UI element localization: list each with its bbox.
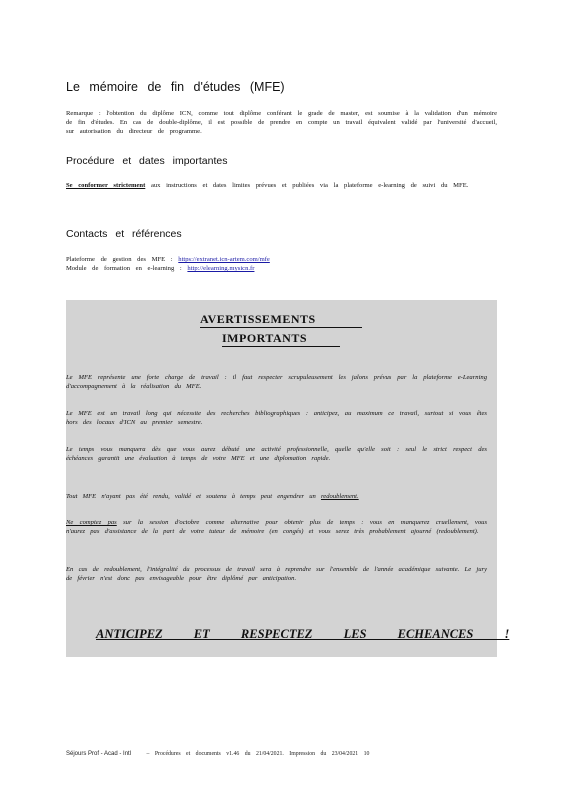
warning-p5-emphasis: Ne comptez pas [66,519,117,526]
platform-link[interactable]: https://extranet.icn-artem.com/mfe [178,256,270,263]
warning-paragraph-6: En cas de redoublement, l'intégralité du processus de travail sera à reprendre sur l'ensemble de l'année académique suivante. Le jury de février n'est donc pas envisageable pour être diplômé par anticipation. [66,566,487,583]
contacts-title: Contacts et références [66,228,182,240]
warning-paragraph-5 [66,518,487,537]
contacts-list [66,255,497,273]
footer-text: – Procédures et documents v1.46 du 21/04/2021. Impression du 23/04/2021 10 [146,751,370,757]
warning-paragraph-2: Le MFE est un travail long qui nécessite des recherches bibliographiques : anticipez, au maximum ce travail, surtout si vous êtes hors des locaux d'ICN au premier semestre. [66,410,487,427]
mfe-title: Le mémoire de fin d'études (MFE) [66,80,285,94]
contact-platform [66,255,497,264]
warning-p4-text: Tout MFE n'ayant pas été rendu, validé et soutenu à temps peut engendrer un [66,493,316,500]
contact-module [66,264,497,273]
procedure-rest: aux instructions et dates limites prévues et publiées via la plateforme e-learning de suivi du MFE. [150,182,469,189]
contact-module-label: Module de formation en e-learning : [66,265,182,272]
warning-title-line1: AVERTISSEMENTS [200,312,362,328]
warning-p5-text: sur la session d'octobre comme alternative pour obtenir plus de temps : vous en manquerez cruellement, vous n'aurez pas d'assistance de la part de votre tuteur de mémoire (en congés) et vous serez très probablement ajourné (redoublement). [66,519,488,536]
procedure-emphasis: Se conformer strictement [66,182,146,189]
page-footer [66,751,369,757]
warning-call-to-action: ANTICIPEZ ET RESPECTEZ LES ECHEANCES ! [96,627,510,641]
contact-platform-label: Plateforme de gestion des MFE : [66,256,173,263]
warning-title-line2: IMPORTANTS [222,331,340,347]
warning-box [66,300,497,657]
mfe-remark: Remarque : l'obtention du diplôme ICN, comme tout diplôme conférant le grade de master, est soumise à la validation d'un mémoire de fin d'études. En cas de double-diplôme, il est possible de prendre en compte un travail équivalent validé par l'université d'accueil, sur autorisation du directeur de programme. [66,110,497,135]
warning-p4-emphasis: redoublement. [320,493,359,500]
procedure-text [66,181,497,190]
warning-paragraph-4 [66,492,487,501]
procedure-title: Procédure et dates importantes [66,155,228,167]
footer-brand: Séjours Prof - Acad - Intl [66,751,132,757]
warning-paragraph-3: Le temps vous manquera dès que vous aurez débuté une activité professionnelle, quelle qu'elle soit : seul le strict respect des échéances garantit une évaluation à temps de votre MFE et une diplomation rapide. [66,446,487,463]
elearning-link[interactable]: http://elearning.mysicn.fr [187,265,255,272]
warning-paragraph-1: Le MFE représente une forte charge de travail : il faut respecter scrupuleusement les jalons prévus par la plateforme e-Learning d'accompagnement à la réalisation du MFE. [66,374,487,391]
